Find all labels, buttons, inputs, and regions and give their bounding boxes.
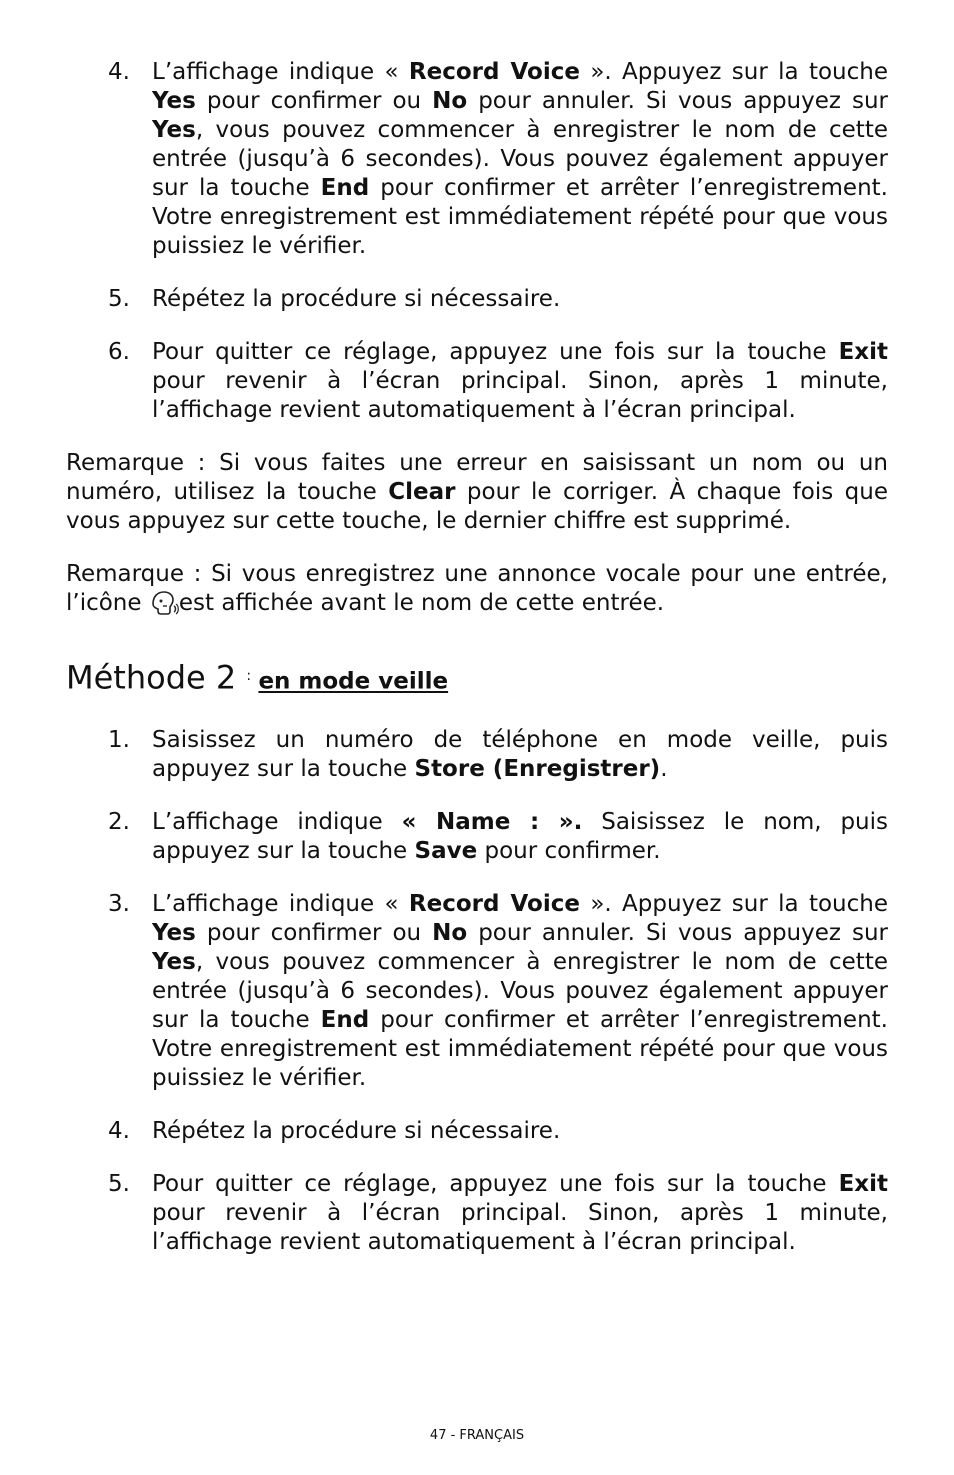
note-text: est affichée avant le nom de cette entrée.	[178, 590, 665, 616]
step-number: 3.	[108, 890, 130, 917]
list-item	[66, 1117, 888, 1146]
list-item	[66, 1170, 888, 1257]
list-item	[66, 338, 888, 425]
key-label: Yes	[152, 117, 196, 143]
note-text: pour le corriger. À chaque fois que vous appuyez sur cette touche, le dernier chiffre est supprimé.	[66, 479, 888, 534]
list-item	[66, 58, 888, 261]
key-label: No	[432, 88, 468, 114]
note-text: Remarque : Si vous faites une erreur en saisissant un nom ou un numéro, utilisez la touche	[66, 450, 888, 505]
method-colon: :	[246, 668, 252, 684]
key-label: Exit	[838, 339, 888, 365]
step-text: Saisissez le nom, puis appuyez sur la touche	[152, 808, 888, 864]
step-number: 4.	[108, 1117, 130, 1144]
step-text: Pour quitter ce réglage, appuyez une fois sur la touche	[152, 1170, 839, 1197]
method-subtitle: en mode veille	[258, 668, 449, 695]
key-label: Save	[414, 837, 478, 864]
note-paragraph	[66, 449, 888, 536]
key-label: Yes	[152, 948, 196, 975]
step-text: pour confirmer ou	[195, 919, 433, 946]
step-text: Saisissez un numéro de téléphone en mode veille, puis appuyez sur la touche	[152, 726, 888, 782]
step-text: pour revenir à l’écran principal. Sinon, après 1 minute, l’affichage revient automatiquement à l’écran principal.	[152, 368, 888, 423]
step-number: 4.	[108, 59, 130, 85]
list-item	[66, 808, 888, 866]
step-number: 1.	[108, 726, 130, 753]
key-label: Record Voice	[408, 890, 580, 917]
step-number: 5.	[108, 1170, 130, 1197]
page-footer: 47 - FRANÇAIS	[429, 1428, 525, 1443]
step-list-method-2	[66, 726, 888, 1257]
list-item	[66, 890, 888, 1093]
step-number: 5.	[108, 286, 130, 312]
step-list-method-1	[66, 58, 888, 425]
step-text: pour revenir à l’écran principal. Sinon, après 1 minute, l’affichage revient automatiquement à l’écran principal.	[152, 1199, 888, 1255]
document-page	[66, 58, 888, 1281]
step-text: pour confirmer et arrêter l’enregistrement. Votre enregistrement est immédiatement répété pour que vous puissiez le vérifier.	[152, 175, 888, 259]
key-label: Clear	[388, 479, 456, 505]
step-text: ». Appuyez sur la touche	[579, 890, 888, 917]
step-text: pour confirmer et arrêter l’enregistrement. Votre enregistrement est immédiatement répété pour que vous puissiez le vérifier.	[152, 1006, 888, 1091]
key-label: End	[320, 1006, 370, 1033]
step-text: L’affichage indique «	[152, 890, 409, 917]
step-text: L’affichage indique «	[152, 59, 409, 85]
step-text: , vous pouvez commencer à enregistrer le nom de cette entrée (jusqu’à 6 secondes). Vous pouvez également appuyer sur la touche	[152, 117, 888, 201]
step-text: Pour quitter ce réglage, appuyez une fois sur la touche	[152, 339, 839, 365]
note-text: Remarque : Si vous enregistrez une annonce vocale pour une entrée, l’icône	[66, 561, 888, 616]
step-text: pour confirmer.	[477, 837, 661, 864]
key-label: Store (Enregistrer)	[414, 755, 661, 782]
step-text: .	[660, 755, 668, 782]
key-label: Yes	[152, 88, 196, 114]
step-text: pour annuler. Si vous appuyez sur	[467, 919, 888, 946]
section-heading	[66, 656, 888, 702]
note-paragraph	[66, 560, 888, 618]
key-label: Yes	[152, 919, 196, 946]
display-label: « Name : ».	[401, 808, 583, 835]
voice-memo-icon	[149, 590, 179, 616]
step-number: 6.	[108, 339, 130, 365]
step-text: , vous pouvez commencer à enregistrer le nom de cette entrée (jusqu’à 6 secondes). Vous pouvez également appuyer sur la touche	[152, 948, 888, 1033]
method-title: Méthode 2	[66, 658, 247, 697]
step-number: 2.	[108, 808, 130, 835]
list-item	[66, 726, 888, 784]
key-label: Record Voice	[408, 59, 580, 85]
step-text: L’affichage indique	[152, 808, 402, 835]
step-text: Répétez la procédure si nécessaire.	[152, 286, 561, 312]
list-item	[66, 285, 888, 314]
step-text: Répétez la procédure si nécessaire.	[152, 1117, 561, 1144]
key-label: Exit	[838, 1170, 888, 1197]
step-text: pour annuler. Si vous appuyez sur	[467, 88, 888, 114]
key-label: No	[432, 919, 468, 946]
key-label: End	[320, 175, 370, 201]
step-text: ». Appuyez sur la touche	[579, 59, 888, 85]
step-text: pour confirmer ou	[195, 88, 433, 114]
